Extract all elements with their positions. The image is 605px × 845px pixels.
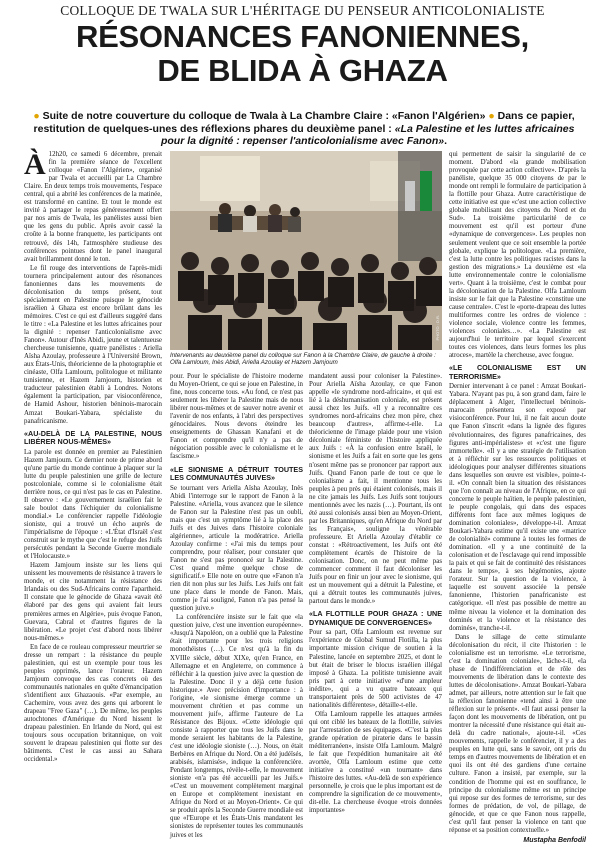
col3-subhead: «LA FLOTTILLE POUR GHAZA : UNE DYNAMIQUE DE CONVERGENCES» xyxy=(309,609,442,627)
standfirst-part-4: «La Palestine et les luttes africaines pour la dignité : repenser l'anticolonialisme avec Fanon» xyxy=(160,122,575,147)
col3-paragraph-2: Pour sa part, Olfa Lamloum est revenue sur l'expérience de Global Sumud Flotilla, la plus importante mission civique de soutien à la Palestine, lancée en septembre 2025, et dont le but était de briser le blocus israélien illégal imposé à Ghaza. La politiste tunisienne avait pris part à cette initiative «d'une ampleur inédite», qui a vu quatre bateaux qui transportaient près de 500 activistes de 47 nationalités différentes», détaille-t-elle. xyxy=(309,629,442,709)
headline-line-2: DE BLIDA À GHAZA xyxy=(157,53,448,88)
bullet-icon: ● xyxy=(488,110,495,122)
column-3 xyxy=(309,373,442,815)
col4-paragraph-2: Dernier intervenant à ce panel : Amzat Boukari-Yabara. N'ayant pas pu, à son grand dam, faire le déplacement à Alger, l'intellectuel béninois-marocain présentera son exposé par visioconférence. Pour lui, il ne fait aucun doute que Fanon s'inscrit «dans la lignée des figures révolutionnaires, des figures panafricaines, des figures anti-impérialistes» et «c'est une figure immortelle». «Il y a une stratégie de l'utilisation et à réfléchir sur les ressources politiques et idéologiques pour analyser différentes situations dans lesquelles son œuvre est visible», pointe-t-il. «On connaît bien la situation des résistances que l'on connaît au niveau de l'Afrique, en ce qui concerne le peuple haïtien, le peuple palestinien, le peuple congolais, qui dans des espaces différents font face aux mêmes logiques de domination coloniales», développe-t-il. Amzat Boukari-Yabara estime qu'il existe une «matrice de colonialité» commune à toutes les formes de domination. «Il y a une continuité de la colonisation et de l'esclavage qui rend impossible la paix et qui se fait de continuité des résistances dans le temps», à ses hégémonies, ajoute l'orateur. Sur la question de la violence, à laquelle est souvent associée la pensée fanonienne, l'historien panafricaniste est catégorique. «Il n'est pas possible de mettre au même niveau la violence et la domination des dominés et la violence et la résistance des dominés», tranche-t-il. xyxy=(449,383,586,632)
article-headline xyxy=(0,20,605,88)
col4-paragraph-3: Dans le sillage de cette stimulante décolonisation du récit, il cite l'historien : le colonialisme est un terrorisme. «Le terrorisme, c'est la domination coloniale», lâche-t-il, «la phase de l'indifférenciation et de rôle des mouvements de libération dans le contexte des luttes de décolonisation». Amzat Boukari-Yabara admet, par ailleurs, notre attention sur le fait que la réflexion fanonienne «tend ainsi à être une réflexion sur le présent». «Il faut aussi penser la façon dont les mouvements de libération, ont pu montrer la nécessité d'une résistance qui était au-delà du cadre national», ajoute-t-il. «Ces mouvements, rappelle le conférencier, il y a des peuples en lutte qui, sans le savoir, ont pris du temps en d'autres mouvements de libération et en quoi ils ont été des gardiens d'une certaine culture. Fanon a insisté, par exemple, sur la condition de l'homme qui est en souffrance, le principe du colonialisme même est un principe qui repose sur des formes de terrorisme, sur des formes de prédation, de vol, de pillage, de génocide, et que ce que Fanon nous rappelle, c'est qu'il faut penser la violence en tant que réponse et sa position contextuelle.» xyxy=(449,633,586,834)
col1-subhead: «AU-DELÀ DE LA PALESTINE, NOUS LIBÉRER NOUS-MÊMES» xyxy=(24,428,162,447)
col1-p1-text: 12h20, ce samedi 6 décembre, prenait fin la première séance de l'excellent colloque «Fanon l'Algérien», organisé par Twala et accueilli par La Chambre Claire. En deux temps trois mouvements, l'espace central, qui a abrité les conférences de la matinée, est transformé en cantine. Et tout le monde est invité à partager le repas généreusement offert par nos amis de Twala, les panélistes aussi bien que les gens du public. Après avoir cassé la croûte à la bonne franquette, les participants ont retrouvé, dès 14h, l'atmosphère studieuse des conférences pointues dont le panel inaugural avait brillamment donné le ton. xyxy=(24,151,162,263)
standfirst-part-3: Dans ce papier, restitution de quelques-unes des réflexions phares du deuxième panel : xyxy=(33,110,575,135)
headline-line-1: RÉSONANCES FANONIENNES, xyxy=(76,19,529,54)
col2-subhead: «LE SIONISME A DÉTRUIT TOUTES LES COMMUNAUTÉS JUIVES» xyxy=(170,464,303,483)
col2-paragraph-1: pour. Pour le spécialiste de l'histoire moderne du Moyen-Orient, ce qui se joue en Palestine, in fine, nous concerne tous. «Au fond, ce n'est pas seulement les libérer la Palestine mais de nous libérer nous-mêmes et de sauver notre avenir et l'avenir de nos enfants, à l'abri des perspectives génocidaires. Nous devons éteindre les enseignements de Ghassan Kanafani et de Fanon et comprendre qu'il n'y a pas de négociation possible avec le colonialisme et le fascisme.» xyxy=(170,373,303,461)
dropcap: À xyxy=(24,148,46,181)
author-signature: Mustapha Benfodil xyxy=(523,836,586,844)
bullet-icon: ● xyxy=(33,110,40,122)
panel-photo xyxy=(170,151,442,350)
standfirst-part-1: Suite de notre couverture du colloque de Twala à La Chambre Claire : xyxy=(42,110,392,122)
col2-paragraph-2: Se tournant vers Ariella Aïsha Azoulay, Inès Abidi l'interroge sur le rapport de Fanon à la Palestine. «Ariella, vous avancez que le silence de Fanon sur la Palestine n'est pas un oubli, mais que c'est un symptôme lié à la place des Juifs et des Juives dans l'histoire coloniale algérienne», articule la modératrice. Ariella Azoulay confirme : «J'ai mis du temps pour comprendre, pour réaliser, pour constater que Fanon ne s'est pas prononcé sur la Palestine. C'est quand même quelque chose de significatif.» Elle note en outre que «Fanon n'a rien dit non plus sur les Juifs. Les Juifs ont fait une place dans le monde de Fanon. Mais, comme je l'ai souligné, Fanon n'a pas pensé la question juive.» xyxy=(170,484,303,613)
photo-caption: Intervenants au deuxième panel du colloque sur Fanon à la Chambre Claire, de gauche à droite : Olfa Lamloum, Inès Abidi, Ariella Azoulay et Hazem Jamjoum xyxy=(170,352,436,367)
col1-paragraph-2: Le fil rouge des interventions de l'après-midi tournera principalement autour des résonances fanoniennes dans les mouvements de décolonisation du temps présent, tout spécialement en Palestine puisque le génocide israélien à Ghaza est encore brûlant dans les mémoires. C'est ce qui est d'ailleurs suggéré dans le titre : «La Palestine et les luttes africaines pour la dignité : repenser l'anticolonialisme avec Fanon». Autour d'Inès Abidi, jeune et talentueuse chercheuse tunisienne, quatre panélistes : Ariella Aïsha Azoulay, professeure à l'Université Brown, aux États-Unis, théoricienne de la photographie et cinéaste, Olfa Lamloum, politologue et militante tunisienne, et Hazem Jamjoum, historien et traducteur palestinien établi à Londres. Notons également la participation, par visioconférence, de Hamid Ashour, historien béninois-marocain Amzat Boukari-Yabara, spécialiste du panafricanisme. xyxy=(24,264,162,425)
column-4 xyxy=(449,151,586,844)
column-2 xyxy=(170,373,303,839)
col1-paragraph-5: En face de ce rouleau compresseur meurtrier se dresse un rempart : la résistance du peuple palestinien, qui est un exemple pour tous les peuples opprimés, lance l'orateur. Hazem Jamjoum convoque des cas concrets où des communautés nationales en quête d'émancipation s'identifient aux Ghazaouis. «Par exemple, au Cachemire, vous avez des gens qui arborent le drapeau "Free Gaza" (…). De même, les peuples autochtones d'Amérique du Nord hissent le drapeau palestinien. En Irlande du Nord, qui est toujours sous occupation britannique, on voit souvent le drapeau palestinien qui flotte sur des bâtiments. C'est le cas aussi au Sahara occidental.» xyxy=(24,643,162,764)
standfirst-part-5: . xyxy=(444,135,448,147)
standfirst-part-2: «Fanon l'Algérien» xyxy=(391,110,486,122)
col1-paragraph-4: Hazem Jamjoum insiste sur les liens qui unissent les mouvements de résistance à travers le monde, et cite notamment la résistance des Irlandais ou des Sud-Africains contre l'apartheid. Il constate que le génocide de Ghaza «avait été élaboré par des gens qui avaient fait leurs premières armes en Algérie», puis évoque Fanon, Guevara, Cabral et d'autres figures de la libération. «Le projet c'est d'abord nous libérer nous-mêmes.» xyxy=(24,562,162,642)
photo-credit: PHOTO : D.R. xyxy=(435,314,440,340)
col4-subhead: «LE COLONIALISME EST UN TERRORISME» xyxy=(449,363,586,381)
col3-paragraph-1: mandatent aussi pour coloniser la Palestine». Pour Ariella Aïsha Azoulay, ce que Fanon appelle «le syndrome nord-africain», et qui est lié à la déshumanisation coloniale, est présent aussi chez les Juifs. «Il y a reconnaître ces syndromes nord-africains chez mon père, chez beaucoup d'autres», affirme-t-elle. La théoricienne de l'image plaide pour une vision décoloniale féministe de l'histoire appliquée aux Juifs : «À la confusion entre Israël, le sionisme et les Juifs a fait en sorte que les gens n'osent même pas se prononcer par rapport aux Juifs. Quand Fanon parle de tout ce que le colonialisme a fait, il mentionne tous les peuples à peu près qui étaient colonisés, mais il ne cite jamais les Juifs. Les Juifs sont toujours mentionnés avec les nazis (…). Pourtant, ils ont été aussi colonisés aussi bien au Moyen-Orient, par les Britanniques, qu'en Afrique du Nord par les Français», souligne la vénérable professeure. Et Ariella Azoulay d'établir ce constat : «Rétroactivement, les Juifs ont été complètement écartés de l'histoire de la colonisation. Donc, on ne peut même pas commencer comment il faut décoloniser les Juifs pour en finir un jour avec le sionisme, qui est un mouvement qui a détruit la Palestine, et qui a détruit toutes les communautés juives, partout dans le monde.» xyxy=(309,373,442,606)
col2-paragraph-3: La conférencière insiste sur le fait que «la question juive, c'est une invention européenne». «Jusqu'à Napoléon, on a oublié que la Palestine était importante pour les trois religions monothéistes (…). Ce n'est qu'à la fin du XVIIIe siècle, début XIXe, qu'en France, en Allemagne et en Angleterre, on commence à réfléchir à la question juive avec la question de la Palestine. Donc il y a déjà cette fusion historique.» Avec précision d'importance : à l'origine, «le sionisme émerge comme un mouvement chrétien et pas comme un mouvement juif», affirme l'auteure de La Résistance des Bijoux. «Cette idéologie qui consiste à rapporter que tous les Juifs dans le monde seraient les habitants de la Palestine, c'est une idéologie sioniste (…). Nous, on était Berbères en Afrique du Nord. On a été judéïsés, arabisés, islamisés», indique la conférencière. Pendant longtemps, révèle-t-elle, le mouvement sioniste «n'a pas été accueilli par les Juifs.» «C'est un mouvement complètement marginal en Europe et complètement inexistant en Afrique du Nord et au Moyen-Orient». Ce qui se produit après la Seconde Guerre mondiale est que «l'Europe et les États-Unis mandatent les sionistes de représenter toutes les communautés juives et les xyxy=(170,614,303,839)
article-kicker: COLLOQUE DE TWALA SUR L'HÉRITAGE DU PENSEUR ANTICOLONIALISTE xyxy=(60,3,545,18)
column-1 xyxy=(24,148,162,801)
panel-photo-image xyxy=(170,151,442,350)
col3-paragraph-3: Olfa Lamloum rappelle les attaques armées qui ont ciblé les bateaux de la flottille, suivies par l'arrestation de ses équipages. «C'est la plus grande opération de piraterie dans le bassin méditerranéen», insiste Olfa Lamloum. Malgré le fait que l'expédition humanitaire ait été avortée, Olfa Lamloum estime que cette initiative a constitué «un tournant» dans l'histoire des luttes. «Au-delà de son expérience personnelle, je crois que le plus important est de comprendre la signification de ce mouvement», dit-elle. La chercheuse évoque «trois données importantes» xyxy=(309,710,442,815)
col1-paragraph-3: La parole est donnée en premier au Palestinien Hazem Jamjoum. Ce dernier note de prime abord qu'une partie du monde continue à plaquer sur la lutte du peuple palestinien une grille de lecture postcoloniale, comme si le colonialisme était derrière nous, ce qui n'est pas le cas en Palestine. Il observe : «Le gouvernement israélien fait le sale boulot dans l'échiquier du colonialisme mondial.» Le conférencier rappelle l'idéologie sioniste, qui a trouvé un écho auprès de l'impérialisme de l'époque : «L'État d'Israël s'est construit sur le mythe que c'est le refuge des Juifs persécutés pendant la Seconde Guerre mondiale et l'Holocauste.» xyxy=(24,448,162,561)
col1-paragraph-1 xyxy=(24,148,162,264)
article-standfirst xyxy=(24,110,584,148)
col4-paragraph-1: qui permettent de saisir la singularité de ce moment. D'abord «la grande mobilisation provoquée par cette action collective». D'après la panéliste, quelque 35 000 citoyens de par le monde ont rempli le formulaire de participation à la flottille pour Ghaza. Autre caractéristique de cette initiative est que «c'est une action collective globale mobilisant des citoyens du Nord et du Sud». La troisième particularité de ce mouvement est qu'il est porteur d'une «dynamique de convergences». Les peuples non seulement veulent que ce soit ensemble la portée globale, explique la politologue. «La première, c'est la lutte contre les politiques racistes dans la gestion des migrations.» La deuxième est «la lutte environnementale contre le colonialisme vert». Quant à la troisième, c'est le combat pour la décolonisation de la Palestine. Olfa Lamloum insiste sur le fait que la Palestine «constitue une cause centrale». C'est le «porte-drapeau des luttes multiformes contre les ordres de violence : violence sociale, violence contre les femmes, violences coloniales…». «La Palestine est aujourd'hui le territoire par lequel s'exercent toutes ces violences, dans leurs formes les plus atroces», martèle la chercheuse, avec fougue. xyxy=(449,151,586,360)
